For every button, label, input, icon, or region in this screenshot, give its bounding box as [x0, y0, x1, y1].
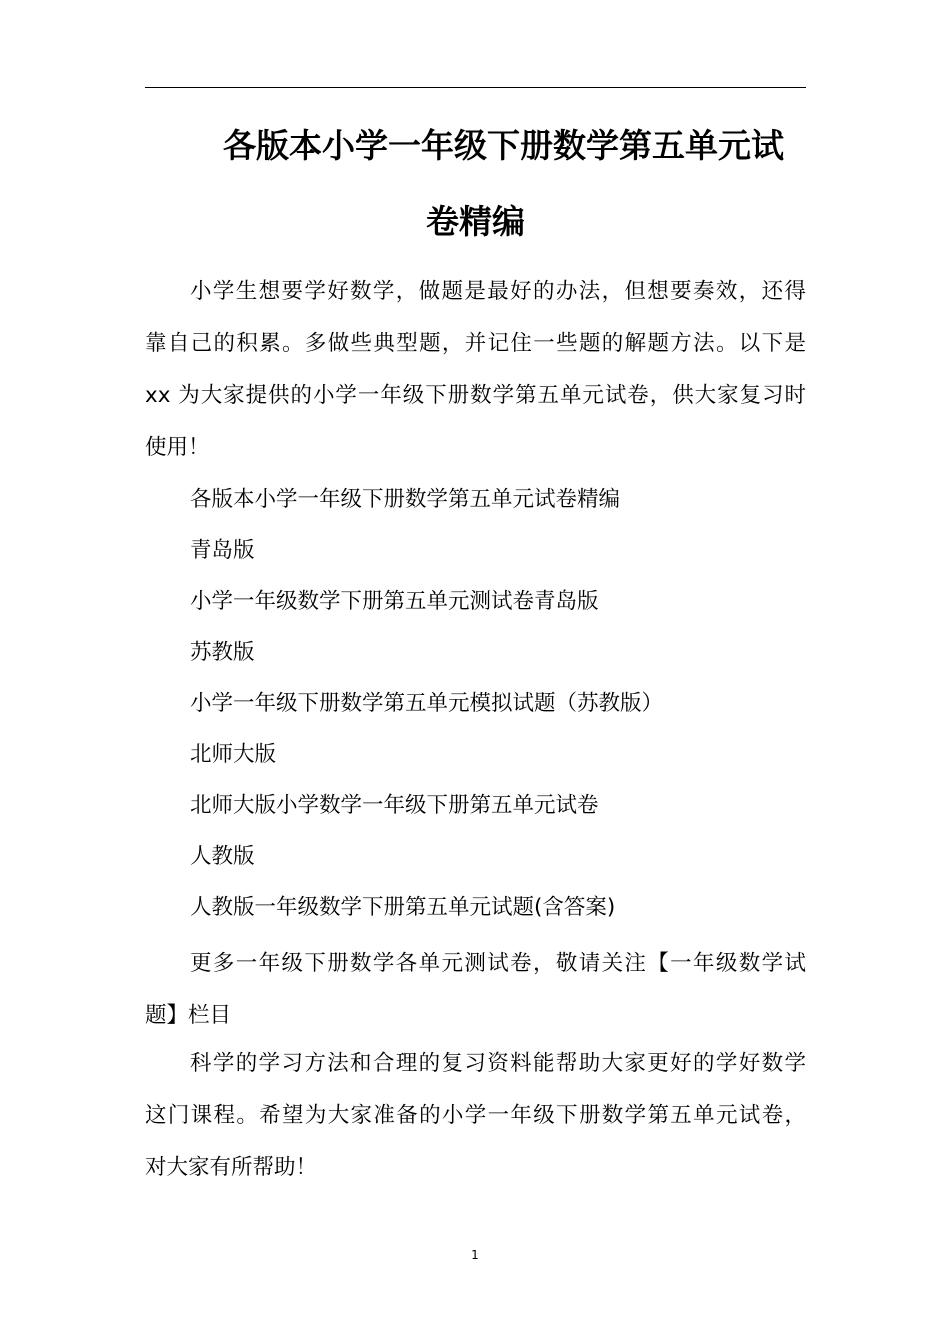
list-item: 小学一年级下册数学第五单元模拟试题（苏教版）	[190, 691, 664, 716]
document-title-line-1: 各版本小学一年级下册数学第五单元试	[223, 126, 784, 165]
page-number: 1	[471, 1248, 479, 1262]
intro-line-3: xx 为大家提供的小学一年级下册数学第五单元试卷，供大家复习时	[145, 383, 806, 408]
more-line-1: 更多一年级下册数学各单元测试卷，敬请关注【一年级数学试	[190, 951, 806, 976]
more-paragraph	[145, 938, 806, 1042]
closing-paragraph	[145, 1038, 806, 1194]
document-title-line-2: 卷精编	[426, 202, 525, 241]
list-item: 人教版	[190, 844, 255, 869]
list-item: 人教版一年级数学下册第五单元试题(含答案)	[190, 895, 616, 920]
more-line-2: 题】栏目	[145, 1003, 232, 1028]
closing-line-2: 这门课程。希望为大家准备的小学一年级下册数学第五单元试卷，	[145, 1103, 806, 1128]
list-item: 小学一年级数学下册第五单元测试卷青岛版	[190, 589, 599, 614]
list-item: 苏教版	[190, 640, 255, 665]
list-item: 北师大版	[190, 742, 277, 767]
header-rule	[145, 87, 806, 88]
closing-line-3: 对大家有所帮助！	[145, 1155, 318, 1180]
intro-paragraph	[145, 266, 806, 474]
list-item: 北师大版小学数学一年级下册第五单元试卷	[190, 793, 599, 818]
list-item: 青岛版	[190, 538, 255, 563]
closing-line-1: 科学的学习方法和合理的复习资料能帮助大家更好的学好数学	[190, 1051, 806, 1076]
intro-line-2: 靠自己的积累。多做些典型题，并记住一些题的解题方法。以下是	[145, 331, 806, 356]
list-item: 各版本小学一年级下册数学第五单元试卷精编	[190, 487, 621, 512]
intro-line-1: 小学生想要学好数学，做题是最好的办法，但想要奏效，还得	[190, 279, 806, 304]
intro-line-4: 使用！	[145, 435, 210, 460]
